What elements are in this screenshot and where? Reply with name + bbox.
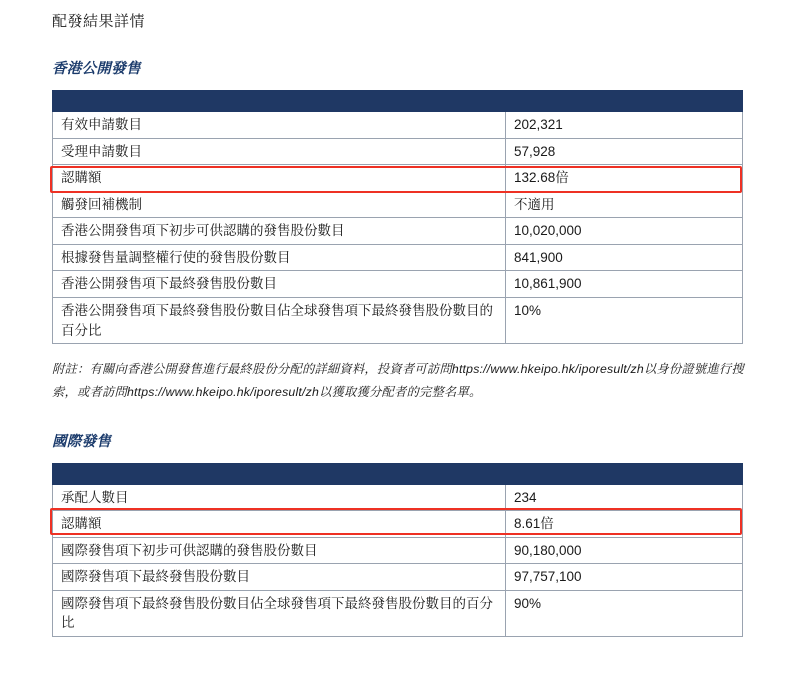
- row-value: 10,861,900: [506, 271, 743, 298]
- row-value: 90%: [506, 590, 743, 636]
- section-heading-hk-public-offer: 香港公開發售: [52, 61, 141, 77]
- table-header-band: [53, 91, 743, 112]
- table-header-value-cell: [506, 463, 743, 484]
- table-row: [53, 191, 743, 218]
- row-value: 841,900: [506, 244, 743, 271]
- row-value: 8.61倍: [506, 511, 743, 538]
- row-label: 國際發售項下最終發售股份數目: [53, 564, 506, 591]
- row-label: 認購額: [53, 165, 506, 192]
- row-value: 10%: [506, 297, 743, 343]
- row-label: 根據發售量調整權行使的發售股份數目: [53, 244, 506, 271]
- table-row: [53, 271, 743, 298]
- table-row: [53, 537, 743, 564]
- row-value: 57,928: [506, 138, 743, 165]
- row-label: 觸發回補機制: [53, 191, 506, 218]
- row-value: 97,757,100: [506, 564, 743, 591]
- row-label: 香港公開發售項下最終發售股份數目: [53, 271, 506, 298]
- table-header-value-cell: [506, 91, 743, 112]
- row-value: 202,321: [506, 112, 743, 139]
- row-label: 受理申請數目: [53, 138, 506, 165]
- table-wrapper-international-offer: [52, 463, 740, 637]
- row-value: 132.68倍: [506, 165, 743, 192]
- table-row: [53, 138, 743, 165]
- table-international-offer: [52, 463, 743, 637]
- table-header-band: [53, 463, 743, 484]
- row-label: 承配人數目: [53, 484, 506, 511]
- footnote-hk-public-offer: 附註：有關向香港公開發售進行最終股份分配的詳細資料，投資者可訪問https://www.hkeipo.hk/iporesult/zh以身份證號進行搜索，或者訪問https://www.hkeipo.hk/iporesult/zh以獲取獲分配者的完整名單。: [52, 362, 744, 399]
- table-row: [53, 564, 743, 591]
- table-row: [53, 590, 743, 636]
- row-label: 香港公開發售項下初步可供認購的發售股份數目: [53, 218, 506, 245]
- row-label: 有效申請數目: [53, 112, 506, 139]
- row-label: 國際發售項下最終發售股份數目佔全球發售項下最終發售股份數目的百分比: [53, 590, 506, 636]
- table-row-highlighted: [53, 511, 743, 538]
- row-label: 香港公開發售項下最終發售股份數目佔全球發售項下最終發售股份數目的百分比: [53, 297, 506, 343]
- section-heading-international-offer: 國際發售: [52, 433, 112, 450]
- table-row: [53, 218, 743, 245]
- table-header-label-cell: [53, 463, 506, 484]
- row-value: 不適用: [506, 191, 743, 218]
- row-value: 10,020,000: [506, 218, 743, 245]
- table-row: [53, 297, 743, 343]
- row-value: 90,180,000: [506, 537, 743, 564]
- table-header-label-cell: [53, 91, 506, 112]
- row-value: 234: [506, 484, 743, 511]
- table-row: [53, 244, 743, 271]
- table-row: [53, 484, 743, 511]
- page-title: 配發結果詳情: [52, 13, 146, 30]
- row-label: 認購額: [53, 511, 506, 538]
- table-row-highlighted: [53, 165, 743, 192]
- table-wrapper-hk-public-offer: [52, 90, 740, 344]
- table-row: [53, 112, 743, 139]
- row-label: 國際發售項下初步可供認購的發售股份數目: [53, 537, 506, 564]
- table-hk-public-offer: [52, 90, 743, 344]
